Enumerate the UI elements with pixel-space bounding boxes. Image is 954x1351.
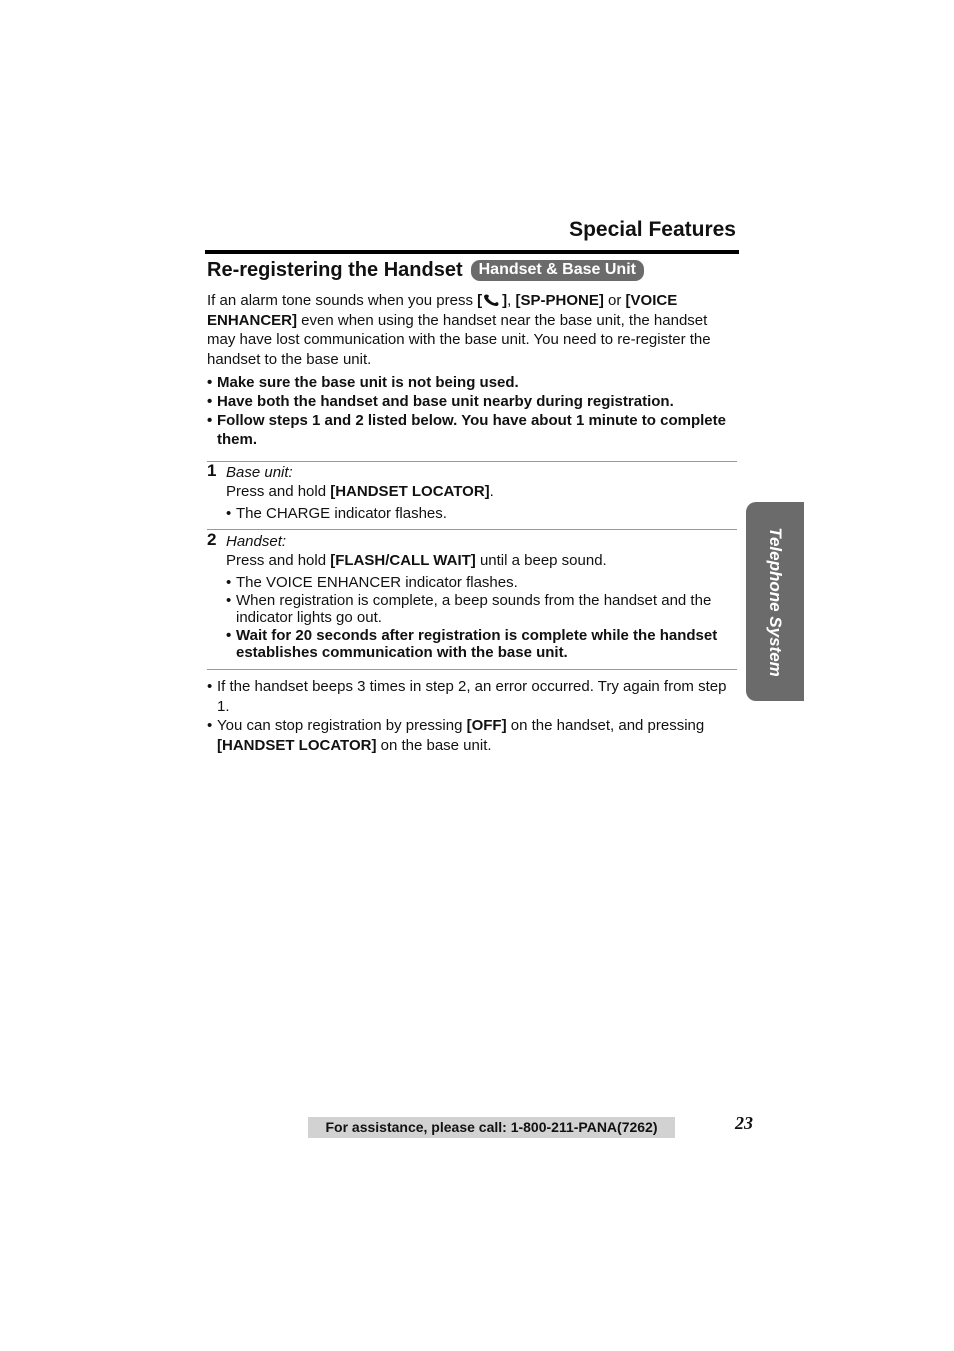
list-item: • When registration is complete, a beep sounds from the handset and the indicator lights go out.	[226, 591, 712, 626]
step-instruction: Press and hold [HANDSET LOCATOR].	[226, 483, 494, 500]
handset-talk-icon	[482, 293, 502, 307]
page-number: 23	[735, 1113, 753, 1133]
step-1	[207, 463, 737, 523]
step-instruction: Press and hold [FLASH/CALL WAIT] until a beep sound.	[226, 552, 607, 569]
step-number: 1	[207, 461, 217, 480]
list-item: • You can stop registration by pressing [OFF] on the handset, and pressing [HANDSET LOCATOR] on the base unit.	[207, 717, 705, 754]
list-item: • Make sure the base unit is not being used.	[207, 374, 519, 391]
step-label: Base unit:	[226, 464, 293, 481]
list-item: • If the handset beeps 3 times in step 2, an error occurred. Try again from step 1.	[207, 678, 727, 715]
list-item: • Wait for 20 seconds after registration is complete while the handset establishes communication with the base unit.	[226, 626, 718, 661]
unit-badge: Handset & Base Unit	[471, 260, 644, 281]
step-divider	[207, 669, 737, 670]
step-number: 2	[207, 530, 217, 549]
precaution-list	[207, 373, 737, 449]
list-item: • Follow steps 1 and 2 listed below. You have about 1 minute to complete them.	[207, 412, 726, 448]
step-divider	[207, 529, 737, 530]
step-label: Handset:	[226, 533, 287, 550]
section-title: Special Features	[569, 218, 736, 241]
side-tab-label: Telephone System	[766, 526, 785, 677]
list-item: • The VOICE ENHANCER indicator flashes.	[226, 574, 518, 591]
page-heading: Re-registering the Handset	[207, 259, 463, 281]
header-rule	[205, 250, 739, 254]
step-2	[207, 532, 737, 662]
heading-row	[207, 259, 644, 282]
list-item: • Have both the handset and base unit nearby during registration.	[207, 393, 674, 410]
step-divider	[207, 461, 737, 462]
intro-paragraph: If an alarm tone sounds when you press [ ], [SP-PHONE] or [VOICE ENHANCER] even when using the handset near the base unit, the handset may have lost communication with the base unit. You need to re-register the handset to the base unit.	[207, 292, 711, 368]
side-tab	[746, 502, 804, 701]
notes-list	[207, 677, 737, 755]
assistance-banner: For assistance, please call: 1-800-211-PANA(7262)	[308, 1117, 675, 1138]
list-item: • The CHARGE indicator flashes.	[226, 505, 447, 522]
